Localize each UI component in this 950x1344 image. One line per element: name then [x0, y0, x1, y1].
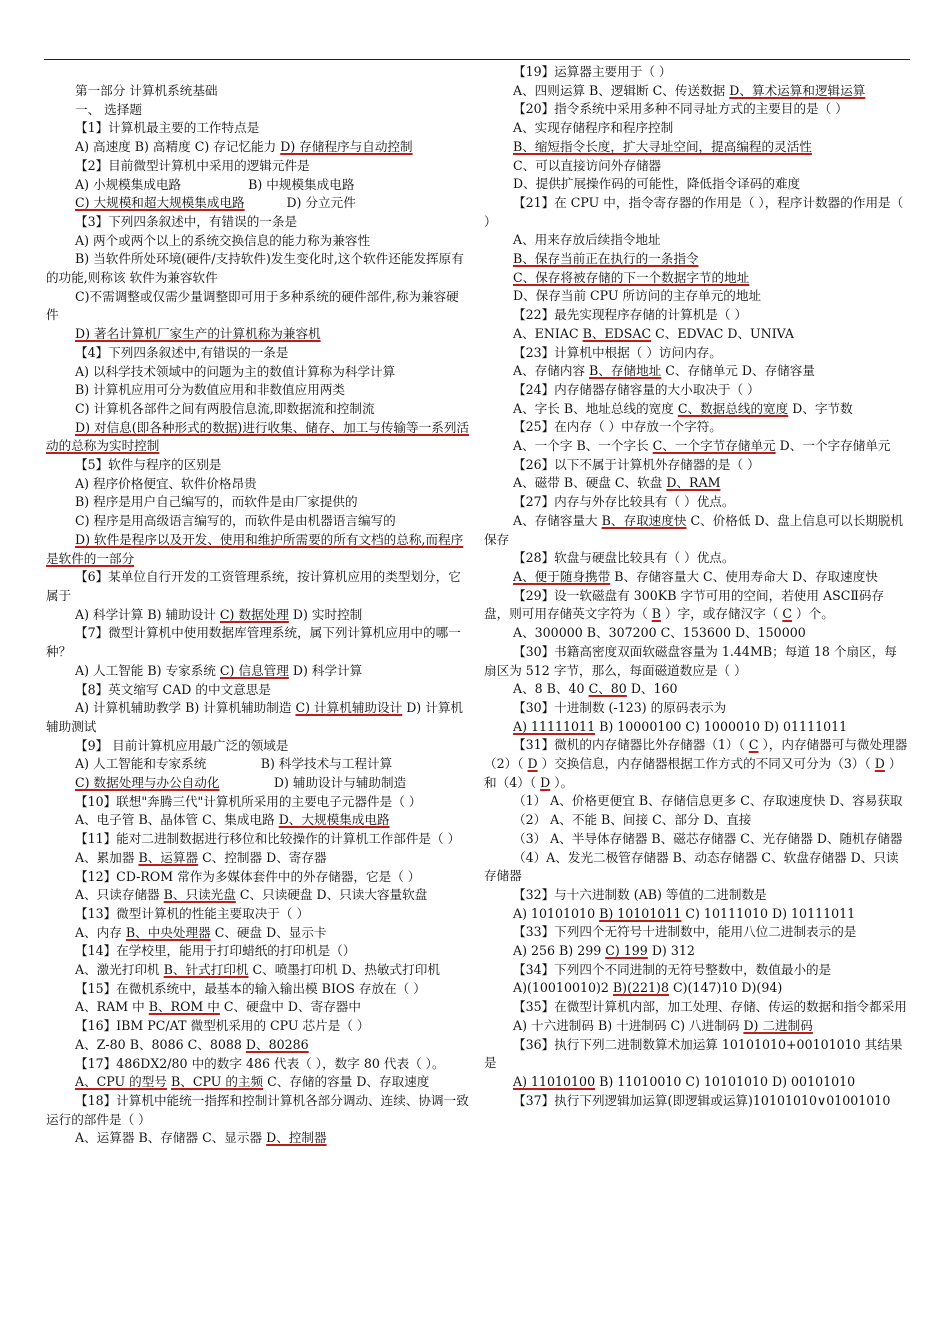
answer-mark: B、保存当前正在执行的一条指令 — [512, 251, 699, 267]
line-text: A、字长 B、地址总线的宽度 — [512, 400, 678, 416]
question-line — [484, 849, 908, 886]
line-text: 一、 选择题 — [74, 101, 142, 117]
question-line — [484, 512, 908, 549]
line-text: 【4】下列四条叙述中,有错误的一条是 — [74, 344, 289, 360]
line-text: B) 程序是用户自己编写的，而软件是由厂家提供的 — [74, 494, 358, 510]
question-line — [484, 493, 908, 512]
question-line — [484, 886, 908, 905]
question-line — [484, 157, 908, 176]
answer-mark: C — [748, 737, 759, 753]
answer-mark: B、CPU 的主频 — [170, 1074, 264, 1090]
question-line — [484, 1036, 908, 1073]
answer-mark: B — [651, 606, 661, 622]
line-text: A、实现存储程序和程序控制 — [512, 120, 674, 136]
question-line — [46, 176, 470, 195]
question-line — [484, 325, 908, 344]
line-text: 【19】运算器主要用于（ ） — [512, 64, 672, 79]
question-line — [46, 980, 470, 999]
line-text: C、存储的容量 D、存取速度 — [263, 1074, 430, 1090]
line-text: C、价格低 D、盘上信息可以长期脱机保存 — [484, 512, 904, 547]
question-line — [46, 811, 470, 830]
question-line — [46, 363, 470, 382]
answer-mark: D) 著名计算机厂家生产的计算机称为兼容机 — [74, 326, 321, 342]
question-line — [46, 344, 470, 363]
answer-mark: B、运算器 — [138, 849, 199, 865]
line-text: ）。 — [550, 774, 574, 790]
question-line — [484, 362, 908, 381]
question-line — [46, 213, 470, 232]
answer-mark: D) 对信息(即各种形式的数据)进行收集、储存、加工与传输等一系列活动的总称为实时控制 — [46, 419, 470, 454]
answer-mark: C、保存将被存储的下一个数据字节的地址 — [512, 269, 750, 285]
question-line — [46, 998, 470, 1017]
answer-mark: C) 199 — [605, 943, 648, 959]
question-line — [484, 456, 908, 475]
line-text: 第一部分 计算机系统基础 — [74, 83, 218, 98]
question-line — [46, 101, 470, 120]
answer-mark: C) 数据处理 — [219, 606, 289, 622]
question-line — [46, 1092, 470, 1129]
line-text: A、用来存放后续指令地址 — [512, 232, 661, 248]
answer-mark: C、一个字节存储单元 — [652, 438, 776, 454]
line-text: 【2】目前微型计算机中采用的逻辑元件是 — [74, 157, 310, 173]
question-line — [46, 1017, 470, 1036]
question-line — [46, 232, 470, 251]
answer-mark: B)(221)8 — [612, 980, 669, 996]
answer-mark: A) 11111011 — [512, 718, 596, 734]
line-text: A) 以科学技术领域中的问题为主的数值计算称为科学计算 — [74, 363, 396, 379]
line-text: A) 两个或两个以上的系统交换信息的能力称为兼容性 — [74, 232, 371, 248]
answer-mark: B、存取速度快 — [601, 512, 687, 528]
question-line — [46, 157, 470, 176]
answer-mark: C、数据总线的宽度 — [677, 400, 789, 416]
question-line — [484, 194, 908, 231]
line-text: C、硬盘中 D、寄存器中 — [219, 999, 361, 1015]
line-text: C) 计算机各部件之间有两股信息流,即数据流和控制流 — [74, 400, 375, 416]
question-line — [484, 998, 908, 1017]
question-line — [46, 1055, 470, 1074]
answer-mark: B、EDSAC — [582, 325, 652, 341]
left-column — [46, 82, 470, 1148]
line-text: （4）A、发光二极管存储器 B、动态存储器 C、软盘存储器 D、只读存储器 — [484, 849, 899, 884]
question-line — [484, 287, 908, 306]
line-text: 【7】微型计算机中使用数据库管理系统，属下列计算机应用中的哪一种？ — [46, 625, 461, 660]
line-text: ）和（4）（ — [484, 756, 902, 790]
line-text: 【37】执行下列逻辑加运算(即逻辑或运算)10101010∨01001010 — [512, 1092, 891, 1108]
question-line — [484, 250, 908, 269]
line-text: C、只读硬盘 D、只读大容量软盘 — [235, 887, 428, 903]
answer-mark: D、80286 — [245, 1036, 309, 1052]
line-text: A、只读存储器 — [74, 887, 164, 903]
question-line — [484, 736, 908, 792]
answer-mark: B) 10101011 — [599, 905, 682, 921]
question-line — [484, 718, 908, 737]
question-line — [484, 381, 908, 400]
question-line — [46, 138, 470, 157]
line-text: 【5】软件与程序的区别是 — [74, 457, 222, 473]
question-line — [46, 325, 470, 344]
line-text: C、可以直接访问外存储器 — [512, 157, 662, 173]
line-text: 【25】在内存（ ）中存放一个字符。 — [512, 419, 722, 435]
answer-mark: B、ROM 中 — [148, 999, 220, 1015]
question-line — [46, 961, 470, 980]
line-text: 【28】软盘与硬盘比较具有（ ）优点。 — [512, 550, 735, 566]
question-line — [46, 119, 470, 138]
answer-mark: D、控制器 — [266, 1130, 327, 1146]
answer-mark: D) 存储程序与自动控制 — [280, 139, 413, 155]
question-line — [484, 100, 908, 119]
line-text: A、电子管 B、晶体管 C、集成电路 — [74, 812, 279, 828]
line-text: 【20】指令系统中采用多种不同寻址方式的主要目的是（ ） — [512, 101, 848, 117]
line-text: 【14】在学校里，能用于打印蜡纸的打印机是（） — [74, 943, 356, 959]
line-text: A) 人工智能 B) 专家系统 — [74, 662, 220, 678]
question-line — [46, 699, 470, 736]
line-text: B) 11010010 C) 10101010 D) 00101010 — [595, 1073, 856, 1089]
question-line — [484, 1092, 908, 1111]
answer-mark: C、80 — [588, 681, 627, 697]
question-line — [484, 830, 908, 849]
line-text: B) 当软件所处环境(硬件/支持软件)发生变化时,这个软件还能发挥原有的功能,则称该 软件为兼容软件 — [46, 251, 464, 286]
line-text: 【8】英文缩写 CAD 的中文意思是 — [74, 681, 271, 697]
line-text: A、磁带 B、硬盘 C、软盘 — [512, 475, 667, 491]
answer-mark: D、算术运算和逻辑运算 — [729, 82, 866, 98]
question-line — [46, 493, 470, 512]
question-line — [46, 868, 470, 887]
line-text: 【27】内存与外存比较具有（ ）优点。 — [512, 494, 735, 510]
line-text: ）字，或存储汉字（ — [661, 606, 783, 622]
answer-mark: B、只读光盘 — [163, 887, 236, 903]
line-text: B) 计算机应用可分为数值应用和非数值应用两类 — [74, 382, 346, 398]
question-line — [46, 774, 470, 793]
line-text: D、一个字存储单元 — [775, 438, 891, 454]
question-line — [46, 400, 470, 419]
line-text: A) 小规模集成电路 B) 中规模集成电路 — [74, 176, 355, 192]
line-text: 【12】CD-ROM 常作为多媒体套件中的外存储器，它是（ ） — [74, 868, 421, 884]
question-line — [484, 269, 908, 288]
answer-mark: D — [874, 756, 885, 772]
answer-mark: B、存储地址 — [589, 363, 662, 379]
question-line — [46, 1129, 470, 1148]
line-text: A) 计算机辅助教学 B) 计算机辅助制造 — [74, 700, 296, 716]
line-text: ）交换信息，内存储器根据工作方式的不同又可分为（3）（ — [537, 756, 875, 772]
line-text: C) 10111010 D) 10111011 — [681, 905, 856, 921]
question-line — [484, 568, 908, 587]
answer-mark: D) 二进制码 — [743, 1017, 813, 1033]
line-text: B、存储容量大 C、使用寿命大 D、存取速度快 — [610, 568, 878, 584]
line-text: D、字节数 — [788, 400, 853, 416]
answer-mark: C) 数据处理与办公自动化 — [74, 775, 220, 791]
question-line — [484, 344, 908, 363]
answer-mark: D、大规模集成电路 — [278, 812, 390, 828]
line-text: D、提供扩展操作码的可能性，降低指令译码的难度 — [512, 176, 801, 192]
line-text: C)(147)10 D)(94) — [668, 980, 783, 996]
line-text: 【6】某单位自行开发的工资管理系统，按计算机应用的类型划分，它属于 — [46, 569, 461, 603]
line-text: （3） A、半导体存储器 B、磁芯存储器 C、光存储器 D、随机存储器 — [512, 830, 903, 846]
question-line — [46, 905, 470, 924]
line-text: D) 计算机辅助测试 — [46, 700, 464, 734]
line-text: 【3】下列四条叙述中，有错误的一条是 — [74, 213, 298, 229]
line-text: （2） A、不能 B、间接 C、部分 D、直接 — [512, 812, 752, 828]
question-line — [484, 1073, 908, 1092]
answer-mark: C) 信息管理 — [219, 662, 289, 678]
answer-mark: B、针式打印机 — [163, 962, 249, 978]
line-text: A) 人工智能和专家系统 B) 科学技术与工程计算 — [74, 756, 393, 772]
question-line — [484, 1017, 908, 1036]
line-text: A) 科学计算 B) 辅助设计 — [74, 606, 220, 622]
question-line — [484, 400, 908, 419]
question-line — [484, 175, 908, 194]
question-line — [484, 231, 908, 250]
line-text: D) 实时控制 — [288, 606, 363, 622]
answer-mark: D) 软件是程序以及开发、使用和维护所需要的所有文档的总称,而程序是软件的一部分 — [46, 531, 464, 566]
question-line — [46, 419, 470, 456]
answer-mark: C — [782, 606, 792, 622]
line-text: C) 程序是用高级语言编写的，而软件是由机器语言编写的 — [74, 513, 396, 529]
line-text: 【13】微型计算机的性能主要取决于（ ） — [74, 905, 310, 921]
answer-mark: D — [540, 774, 551, 790]
line-text: 【35】在微型计算机内部，加工处理、存储、传运的数据和指令都采用 — [512, 999, 907, 1015]
question-line — [46, 737, 470, 756]
line-text: D) 科学计算 — [288, 662, 363, 678]
line-text: A、Z-80 B、8086 C、8088 — [74, 1036, 246, 1052]
line-text: 【11】能对二进制数据进行移位和比较操作的计算机工作部件是（ ） — [74, 831, 461, 847]
question-line — [46, 924, 470, 943]
line-text: 【1】计算机最主要的工作特点是 — [74, 120, 260, 136]
line-text: A、四则运算 B、逻辑断 C、传送数据 — [512, 82, 730, 98]
line-text: 【21】在 CPU 中，指令寄存器的作用是（ ），程序计数器的作用是（ ） — [484, 194, 904, 229]
line-text: 【16】IBM PC/AT 微型机采用的 CPU 芯片是（ ） — [74, 1018, 370, 1034]
question-line — [46, 662, 470, 681]
line-text: 【17】486DX2/80 中的数字 486 代表（ ），数字 80 代表（ ）。 — [74, 1055, 445, 1071]
line-text: A) 高速度 B) 高精度 C) 存记忆能力 — [74, 139, 281, 155]
line-text: A、RAM 中 — [74, 999, 149, 1015]
line-text: D) 312 — [647, 943, 695, 959]
question-line — [46, 624, 470, 661]
line-text: D、保存当前 CPU 所访问的主存单元的地址 — [512, 288, 762, 304]
question-line — [484, 138, 908, 157]
question-line — [46, 830, 470, 849]
line-text: C)不需调整或仅需少量调整即可用于多种系统的硬件部件,称为兼容硬件 — [46, 288, 459, 323]
line-text: D) 分立元件 — [244, 195, 356, 211]
line-text: C、喷墨打印机 D、热敏式打印机 — [248, 962, 440, 978]
answer-mark: B、缩短指令长度，扩大寻址空间，提高编程的灵活性 — [512, 138, 812, 154]
question-line — [484, 961, 908, 980]
question-line — [484, 119, 908, 138]
question-line — [484, 82, 908, 101]
right-column — [484, 63, 908, 1110]
question-line — [484, 306, 908, 325]
question-line — [46, 456, 470, 475]
answer-mark: B、中央处理器 — [125, 924, 211, 940]
question-line — [484, 549, 908, 568]
question-line — [484, 699, 908, 718]
line-text: A、累加器 — [74, 849, 139, 865]
line-text: 【30】十进制数 (-123) 的原码表示为 — [512, 699, 727, 715]
question-line — [484, 905, 908, 924]
line-text: C、控制器 D、寄存器 — [198, 849, 327, 865]
answer-mark: C) 计算机辅助设计 — [295, 700, 403, 716]
question-line — [484, 437, 908, 456]
question-line — [46, 82, 470, 101]
question-line — [484, 680, 908, 699]
line-text: A、存储容量大 — [512, 512, 602, 528]
question-line — [46, 250, 470, 287]
line-text: 【36】执行下列二进制数算术加运算 10101010+00101010 其结果是 — [484, 1036, 903, 1071]
line-text: C、存储单元 D、存储容量 — [661, 363, 815, 379]
answer-mark: C) 大规模和超大规模集成电路 — [74, 195, 245, 211]
line-text: B) 10000100 C) 1000010 D) 01111011 — [595, 718, 848, 734]
question-line — [484, 942, 908, 961]
answer-mark: D — [527, 756, 538, 772]
line-text: A、300000 B、307200 C、153600 D、150000 — [512, 625, 806, 641]
line-text: 【30】书籍高密度双面软磁盘容量为 1.44MB；每道 18 个扇区，每扇区为 512 字节，那么，每面磁道数应是（ ） — [484, 643, 897, 678]
line-text: A) 256 B) 299 — [512, 943, 606, 959]
question-line — [46, 531, 470, 568]
line-text: A)(10010010)2 — [512, 980, 613, 996]
question-line — [46, 194, 470, 213]
question-line — [484, 923, 908, 942]
question-line — [46, 793, 470, 812]
line-text: ），内存储器可与微处理器（2）（ — [484, 737, 908, 772]
line-text: A) 程序价格便宜、软件价格昂贵 — [74, 475, 257, 491]
line-text: 【29】设一软磁盘有 300KB 字节可用的空间，若使用 ASCⅡ码存盘，则可用存储英文字符为（ — [484, 587, 885, 622]
line-text: 【18】计算机中能统一指挥和控制计算机各部分调动、连续、协调一致运行的部件是（ ） — [46, 1092, 469, 1127]
question-line — [46, 475, 470, 494]
line-text: D、160 — [626, 681, 678, 697]
question-line — [484, 418, 908, 437]
line-text: （1） A、价格更便宜 B、存储信息更多 C、存取速度快 D、容易获取 — [512, 793, 903, 809]
question-line — [46, 886, 470, 905]
line-text: 【26】以下不属于计算机外存储器的是（ ） — [512, 456, 760, 472]
answer-mark: D、RAM — [666, 475, 721, 491]
question-line — [484, 979, 908, 998]
question-line — [46, 606, 470, 625]
question-line — [484, 643, 908, 680]
line-text: A、存储内容 — [512, 363, 590, 379]
line-text: 【33】下列四个无符号十进制数中，能用八位二进制表示的是 — [512, 924, 857, 940]
question-line — [46, 1036, 470, 1055]
answer-mark: A、便于随身携带 — [512, 568, 611, 584]
question-line — [484, 792, 908, 811]
line-text: ）个。 — [792, 606, 834, 622]
question-line — [484, 63, 908, 82]
line-text: 【34】下列四个不同进制的无符号整数中，数值最小的是 — [512, 961, 832, 977]
line-text: 【9】 目前计算机应用最广泛的领域是 — [74, 737, 289, 753]
question-line — [484, 624, 908, 643]
line-text: A、一个字 B、一个字长 — [512, 438, 653, 454]
line-text: A、ENIAC — [512, 325, 583, 341]
line-text: A、内存 — [74, 924, 126, 940]
question-line — [46, 512, 470, 531]
top-rule — [44, 59, 910, 60]
line-text: A) 十六进制码 B) 十进制码 C) 八进制码 — [512, 1017, 744, 1033]
question-line — [46, 568, 470, 605]
question-line — [46, 681, 470, 700]
question-line — [484, 474, 908, 493]
line-text: 【24】内存储器存储容量的大小取决于（ ） — [512, 381, 760, 397]
line-text: A) 10101010 — [512, 905, 600, 921]
question-line — [46, 755, 470, 774]
answer-mark: A) 11010100 — [512, 1073, 596, 1089]
line-text: 【31】微机的内存储器比外存储器（1）（ — [512, 737, 749, 753]
line-text: A、激光打印机 — [74, 962, 164, 978]
line-text: C、硬盘 D、显示卡 — [210, 924, 327, 940]
question-line — [46, 1073, 470, 1092]
line-text: 【22】最先实现程序存储的计算机是（ ） — [512, 307, 748, 323]
question-line — [484, 811, 908, 830]
line-text: A、8 B、40 — [512, 681, 589, 697]
line-text: 【32】与十六进制数 (AB) 等值的二进制数是 — [512, 886, 767, 902]
question-line — [46, 849, 470, 868]
line-text: A、运算器 B、存储器 C、显示器 — [74, 1130, 267, 1146]
line-text: D) 辅助设计与辅助制造 — [219, 775, 407, 791]
question-line — [484, 587, 908, 624]
question-line — [46, 942, 470, 961]
line-text: 【23】计算机中根据（ ）访问内存。 — [512, 344, 722, 360]
question-line — [46, 381, 470, 400]
line-text: C、EDVAC D、UNIVA — [651, 325, 795, 341]
answer-mark: A、CPU 的型号 — [74, 1074, 167, 1090]
line-text: 【10】联想"奔腾三代"计算机所采用的主要电子元器件是（ ） — [74, 793, 422, 809]
line-text: 【15】在微机系统中，最基本的输入输出模 BIOS 存放在（ ） — [74, 980, 426, 996]
question-line — [46, 288, 470, 325]
